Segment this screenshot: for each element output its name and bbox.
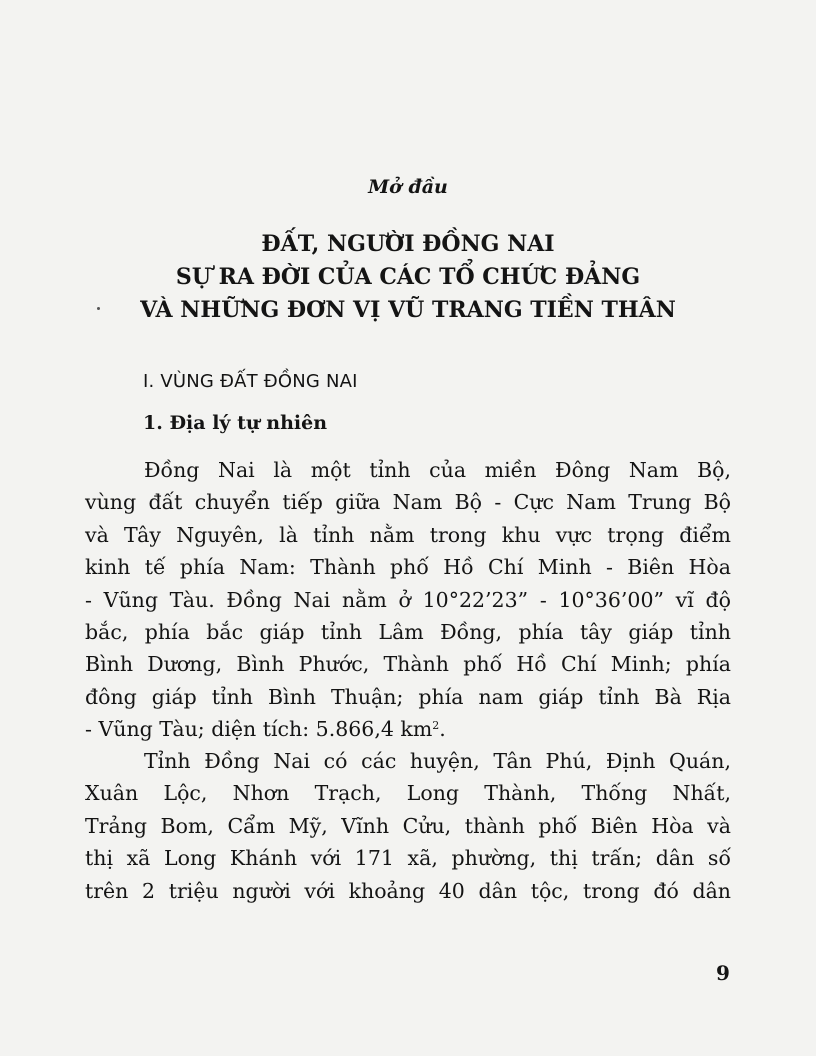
- paragraph-1: [85, 454, 731, 746]
- paragraph-line: Tỉnh Đồng Nai có các huyện, Tân Phú, Định Quán,: [144, 749, 731, 773]
- page-number: 9: [716, 961, 730, 985]
- chapter-title-line-3: VÀ NHỮNG ĐƠN VỊ VŨ TRANG TIỀN THÂN: [140, 297, 676, 323]
- paragraph-line: vùng đất chuyển tiếp giữa Nam Bộ - Cực Nam Trung Bộ: [85, 490, 731, 515]
- paragraph-line: Trảng Bom, Cẩm Mỹ, Vĩnh Cửu, thành phố Biên Hòa và: [85, 813, 731, 838]
- chapter-title-line-2: SỰ RA ĐỜI CỦA CÁC TỔ CHỨC ĐẢNG: [175, 264, 641, 290]
- paragraph-line: bắc, phía bắc giáp tỉnh Lâm Đồng, phía tây giáp tỉnh: [85, 620, 731, 645]
- paragraph-line: trên 2 triệu người với khoảng 40 dân tộc, trong đó dân: [85, 878, 731, 903]
- print-speck: [97, 307, 100, 310]
- paragraph-line-text: - Vũng Tàu; diện tích: 5.866,4 km: [85, 717, 433, 742]
- subsection-heading: 1. Địa lý tự nhiên: [143, 412, 328, 434]
- paragraph-line: - Vũng Tàu. Đồng Nai nằm ở 10°22’23” - 10°36’00” vĩ độ: [85, 587, 731, 612]
- chapter-title-line-1: ĐẤT, NGƯỜI ĐỒNG NAI: [261, 231, 555, 257]
- paragraph-line-last: [85, 713, 731, 745]
- paragraph-line: Xuân Lộc, Nhơn Trạch, Long Thành, Thống Nhất,: [85, 781, 731, 806]
- paragraph-line: và Tây Nguyên, là tỉnh nằm trong khu vực trọng điểm: [85, 522, 731, 547]
- paragraph-2: [85, 745, 731, 907]
- chapter-title: [0, 228, 816, 327]
- intro-label: Mở đầu: [368, 176, 448, 198]
- paragraph-line: Bình Dương, Bình Phước, Thành phố Hồ Chí Minh; phía: [85, 652, 731, 677]
- section-heading: I. VÙNG ĐẤT ĐỒNG NAI: [143, 371, 358, 392]
- paragraph-line: kinh tế phía Nam: Thành phố Hồ Chí Minh - Biên Hòa: [85, 555, 731, 580]
- paragraph-line: Đồng Nai là một tỉnh của miền Đông Nam Bộ,: [144, 458, 731, 482]
- paragraph-line: đông giáp tỉnh Bình Thuận; phía nam giáp tỉnh Bà Rịa: [85, 684, 731, 709]
- paragraph-line: thị xã Long Khánh với 171 xã, phường, thị trấn; dân số: [85, 846, 731, 871]
- end-punctuation: .: [439, 717, 446, 742]
- superscript: 2: [432, 719, 440, 733]
